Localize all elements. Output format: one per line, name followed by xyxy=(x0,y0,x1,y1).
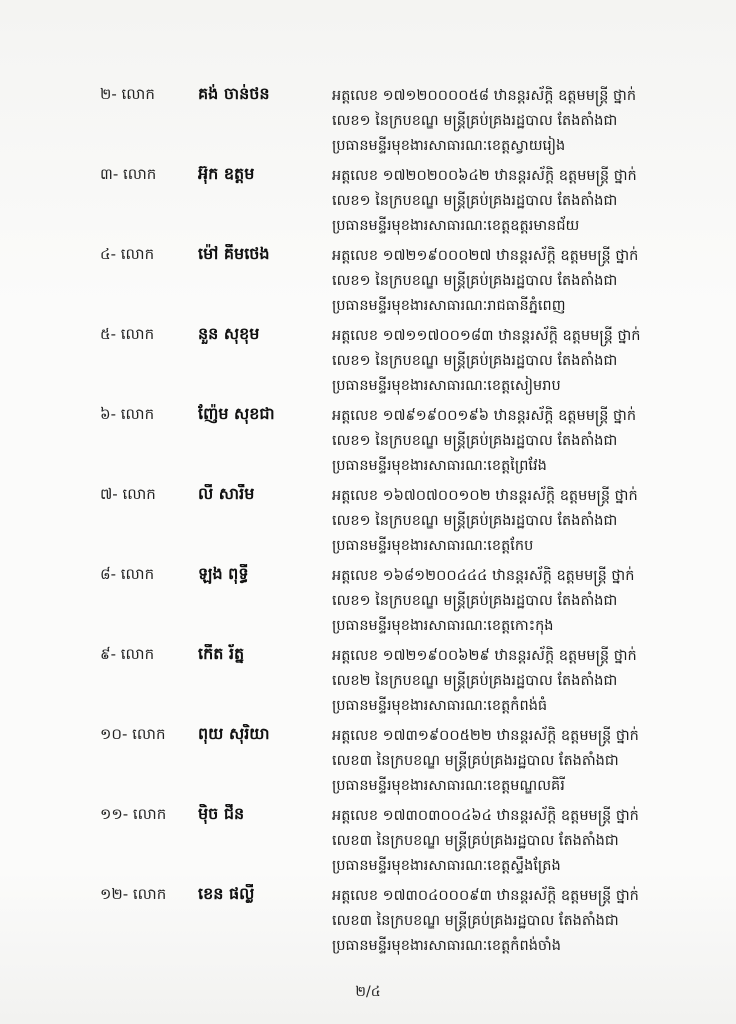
description-line: អត្តលេខ ១៧២០២០០៦៤២ ឋានន្តរស័ក្តិ ឧត្តមមន្ត្រី ថ្នាក់ xyxy=(332,168,637,184)
appointment-entry xyxy=(0,724,736,802)
official-name: កើត រ័ត្ន xyxy=(198,644,245,663)
entry-description xyxy=(332,84,677,159)
description-line: ប្រធានមន្ទីរមុខងារសាធារណៈខេត្តកោះកុង xyxy=(332,618,554,634)
description-line: លេខ១ នៃក្របខណ្ឌ មន្ត្រីគ្រប់គ្រងរដ្ឋបាល តែងតាំងជា xyxy=(332,593,618,609)
description-line: ប្រធានមន្ទីរមុខងារសាធារណៈខេត្តសៀមរាប xyxy=(332,378,561,394)
entry-description xyxy=(332,164,677,239)
entry-description xyxy=(332,404,677,479)
entry-number: ២- លោក xyxy=(100,85,155,103)
description-line: ប្រធានមន្ទីរមុខងារសាធារណៈខេត្តស្វាយរៀង xyxy=(332,138,566,154)
entry-number: ៤- លោក xyxy=(100,245,155,263)
appointment-entry xyxy=(0,484,736,562)
official-name: នួន សុខុម xyxy=(198,324,260,343)
page-number: ២/៤ xyxy=(355,984,381,1000)
entry-description xyxy=(332,564,677,639)
description-line: លេខ១ នៃក្របខណ្ឌ មន្ត្រីគ្រប់គ្រងរដ្ឋបាល តែងតាំងជា xyxy=(332,193,618,209)
entry-number: ៩- លោក xyxy=(100,645,155,663)
appointment-entry xyxy=(0,164,736,242)
entry-description xyxy=(332,724,677,799)
entry-number: ៨- លោក xyxy=(100,565,155,583)
description-line: លេខ១ នៃក្របខណ្ឌ មន្ត្រីគ្រប់គ្រងរដ្ឋបាល តែងតាំងជា xyxy=(332,113,618,129)
entry-description xyxy=(332,804,677,879)
description-line: ប្រធានមន្ទីរមុខងារសាធារណៈរាជធានីភ្នំពេញ xyxy=(332,298,566,314)
description-line: អត្តលេខ ១៦៨១២០០៤៤៤ ឋានន្តរស័ក្តិ ឧត្តមមន្ត្រី ថ្នាក់ xyxy=(332,568,635,584)
entry-description xyxy=(332,324,677,399)
description-line: លេខ១ នៃក្របខណ្ឌ មន្ត្រីគ្រប់គ្រងរដ្ឋបាល តែងតាំងជា xyxy=(332,353,618,369)
description-line: ប្រធានមន្ទីរមុខងារសាធារណៈខេត្តកែប xyxy=(332,538,534,554)
description-line: ប្រធានមន្ទីរមុខងារសាធារណៈខេត្តព្រៃវែង xyxy=(332,458,547,474)
appointment-entry xyxy=(0,324,736,402)
entry-number: ៥- លោក xyxy=(100,325,155,343)
entry-description xyxy=(332,644,677,719)
entry-description xyxy=(332,244,677,319)
official-name: អ៊ុក ឧត្តម xyxy=(198,164,255,183)
entry-description xyxy=(332,484,677,559)
description-line: អត្តលេខ ១៧៣០៤០០០៩៣ ឋានន្តរស័ក្តិ ឧត្តមមន្ត្រី ថ្នាក់ xyxy=(332,888,639,904)
official-name: លី សារឹម xyxy=(198,484,255,503)
description-line: អត្តលេខ ១៧១១៧០០១៨៣ ឋានន្តរស័ក្តិ ឧត្តមមន្ត្រី ថ្នាក់ xyxy=(332,328,641,344)
entry-number: ៣- លោក xyxy=(100,165,157,183)
entry-number: ៦- លោក xyxy=(100,405,155,423)
appointment-entry xyxy=(0,84,736,162)
appointment-entry xyxy=(0,564,736,642)
description-line: លេខ៣ នៃក្របខណ្ឌ មន្ត្រីគ្រប់គ្រងរដ្ឋបាល តែងតាំងជា xyxy=(332,833,619,849)
description-line: អត្តលេខ ១៧៣០៣០០៤៦៤ ឋានន្តរស័ក្តិ ឧត្តមមន្ត្រី ថ្នាក់ xyxy=(332,808,639,824)
appointment-entry xyxy=(0,404,736,482)
description-line: អត្តលេខ ១៧៣១៩០០៥២២ ឋានន្តរស័ក្តិ ឧត្តមមន្ត្រី ថ្នាក់ xyxy=(332,728,639,744)
description-line: លេខ២ នៃក្របខណ្ឌ មន្ត្រីគ្រប់គ្រងរដ្ឋបាល តែងតាំងជា xyxy=(332,673,618,689)
description-line: អត្តលេខ ១៧៩១៩០០១៩៦ ឋានន្តរស័ក្តិ ឧត្តមមន្ត្រី ថ្នាក់ xyxy=(332,408,637,424)
entry-description xyxy=(332,884,677,959)
appointment-entry xyxy=(0,804,736,882)
description-line: អត្តលេខ ១៧២១៩០០០២៧ ឋានន្តរស័ក្តិ ឧត្តមមន្ត្រី ថ្នាក់ xyxy=(332,248,639,264)
official-name: ខេន ផល្លី xyxy=(198,884,255,903)
entry-number: ១២- លោក xyxy=(100,885,167,903)
official-name: ញ៉ែម សុខជា xyxy=(198,404,275,423)
entry-number: ១១- លោក xyxy=(100,805,167,823)
official-name: ឡុង ពុទ្ធី xyxy=(198,564,249,583)
description-line: អត្តលេខ ១៧១២០០០០៥៨ ឋានន្តរស័ក្តិ ឧត្តមមន្ត្រី ថ្នាក់ xyxy=(332,88,637,104)
official-name: ម៉ៅ គីមថេង xyxy=(198,244,270,263)
description-line: លេខ១ នៃក្របខណ្ឌ មន្ត្រីគ្រប់គ្រងរដ្ឋបាល តែងតាំងជា xyxy=(332,513,618,529)
description-line: ប្រធានមន្ទីរមុខងារសាធារណៈខេត្តកំពង់ចាំង xyxy=(332,938,561,954)
description-line: ប្រធានមន្ទីរមុខងារសាធារណៈខេត្តមណ្ឌលគិរី xyxy=(332,778,565,794)
description-line: អត្តលេខ ១៧២១៩០០៦២៩ ឋានន្តរស័ក្តិ ឧត្តមមន្ត្រី ថ្នាក់ xyxy=(332,648,637,664)
description-line: លេខ៣ នៃក្របខណ្ឌ មន្ត្រីគ្រប់គ្រងរដ្ឋបាល តែងតាំងជា xyxy=(332,913,619,929)
description-line: ប្រធានមន្ទីរមុខងារសាធារណៈខេត្តស្ទឹងត្រែង xyxy=(332,858,561,874)
description-line: លេខ១ នៃក្របខណ្ឌ មន្ត្រីគ្រប់គ្រងរដ្ឋបាល តែងតាំងជា xyxy=(332,433,618,449)
description-line: លេខ៣ នៃក្របខណ្ឌ មន្ត្រីគ្រប់គ្រងរដ្ឋបាល តែងតាំងជា xyxy=(332,753,619,769)
entry-number: ៧- លោក xyxy=(100,485,156,503)
appointment-entry xyxy=(0,644,736,722)
entry-number: ១០- លោក xyxy=(100,725,166,743)
description-line: ប្រធានមន្ទីរមុខងារសាធារណៈខេត្តឧត្តរមានជ័យ xyxy=(332,218,580,234)
official-name: គង់ ចាន់ថន xyxy=(198,84,270,103)
description-line: លេខ១ នៃក្របខណ្ឌ មន្ត្រីគ្រប់គ្រងរដ្ឋបាល តែងតាំងជា xyxy=(332,273,618,289)
official-name: ពុយ សុរិយា xyxy=(198,724,270,743)
description-line: អត្តលេខ ១៦៧០៧០០១០២ ឋានន្តរស័ក្តិ ឧត្តមមន្ត្រី ថ្នាក់ xyxy=(332,488,638,504)
appointment-entry xyxy=(0,884,736,962)
description-line: ប្រធានមន្ទីរមុខងារសាធារណៈខេត្តកំពង់ធំ xyxy=(332,698,548,714)
appointment-entry xyxy=(0,244,736,322)
official-name: ម៉ិច ជីន xyxy=(198,804,245,823)
